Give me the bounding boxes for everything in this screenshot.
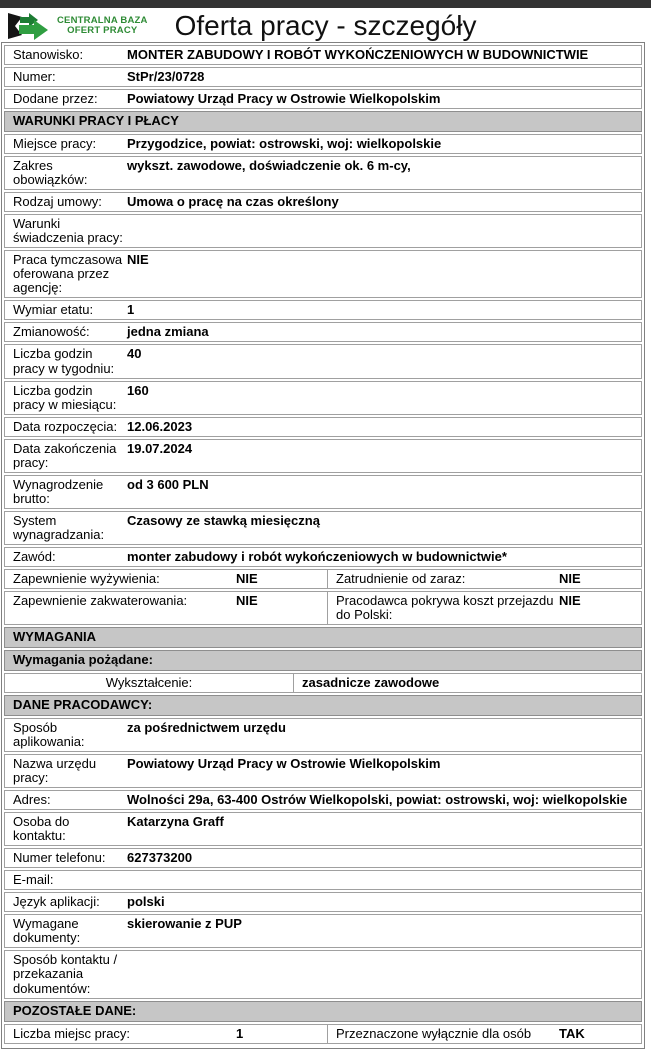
field-label: Zatrudnienie od zaraz: (336, 570, 466, 586)
field-label: Zawód: (13, 548, 56, 564)
field-value: Przygodzice, powiat: ostrowski, woj: wielkopolskie (127, 136, 442, 152)
field-row-osoba-kontaktu (4, 812, 642, 846)
field-row-adres (4, 790, 642, 810)
pair-row-zakwaterowanie-przejazd (4, 591, 642, 625)
page-header (0, 8, 651, 42)
field-label: Miejsce pracy: (13, 136, 97, 152)
cbop-logo-line1: CENTRALNA BAZA (57, 14, 148, 26)
pair-cell (5, 592, 328, 624)
field-value: 1 (236, 1025, 244, 1041)
field-value: monter zabudowy i robót wykończeniowych w budownictwie* (127, 548, 507, 564)
field-value: 40 (127, 346, 142, 362)
cbop-arrows-logo-icon (7, 11, 53, 41)
field-label: Wynagrodzenie brutto: (13, 476, 104, 506)
field-label: Zapewnienie zakwaterowania: (13, 592, 188, 608)
field-label: Przeznaczone wyłącznie dla osób (336, 1025, 532, 1041)
field-label: Praca tymczasowa oferowana przez agencję: (13, 252, 123, 296)
field-label: Numer telefonu: (13, 850, 106, 866)
field-label: Numer: (13, 69, 56, 85)
field-label: Język aplikacji: (13, 894, 100, 910)
field-value: Wolności 29a, 63-400 Ostrów Wielkopolski, powiat: ostrowski, woj: wielkopolskie (127, 792, 628, 808)
field-row-jezyk-aplikacji (4, 892, 642, 912)
field-label: Osoba do kontaktu: (13, 814, 70, 844)
field-row-wyksztalcenie (4, 673, 642, 693)
field-value: Powiatowy Urząd Pracy w Ostrowie Wielkopolskim (127, 756, 441, 772)
field-label: Nazwa urzędu pracy: (13, 756, 97, 786)
field-row-wymagane-dokumenty (4, 914, 642, 948)
field-row-numer (4, 67, 642, 87)
field-value: Umowa o pracę na czas określony (127, 194, 339, 210)
top-black-bar (0, 0, 651, 8)
field-label: Pracodawca pokrywa koszt przejazdu do Polski: (336, 592, 554, 622)
field-row-zmianowosc (4, 322, 642, 342)
pair-row-wyzywienie-zatrudnienie (4, 569, 642, 589)
field-row-email (4, 870, 642, 890)
field-value: NIE (236, 570, 258, 586)
field-row-dodane-przez (4, 89, 642, 109)
page-title: Oferta pracy - szczegóły (174, 10, 477, 41)
field-row-godziny-miesiac (4, 381, 642, 415)
field-value: TAK (559, 1025, 585, 1041)
cbop-logo (7, 11, 148, 41)
field-label: Rodzaj umowy: (13, 194, 102, 210)
field-value: Katarzyna Graff (127, 814, 224, 830)
field-label: Sposób kontaktu / przekazania dokumentów: (13, 952, 118, 996)
field-label: Zmianowość: (13, 324, 90, 340)
field-row-wynagrodzenie (4, 475, 642, 509)
field-value: NIE (559, 592, 581, 608)
section-header-warunki: WARUNKI PRACY I PŁACY (4, 111, 642, 132)
field-row-zakres-obowiazkow (4, 156, 642, 190)
field-value: NIE (127, 252, 149, 268)
field-row-wymiar-etatu (4, 300, 642, 320)
field-value: wykszt. zawodowe, doświadczenie ok. 6 m-cy, (127, 158, 411, 174)
cbop-logo-line2: OFERT PRACY (67, 25, 138, 36)
section-header-pozostale-dane: POZOSTAŁE DANE: (4, 1001, 642, 1022)
field-value: StPr/23/0728 (127, 69, 205, 85)
field-value: od 3 600 PLN (127, 476, 209, 492)
cbop-logo-text (57, 16, 148, 37)
field-label: Wykształcenie: (5, 674, 294, 692)
field-value: Powiatowy Urząd Pracy w Ostrowie Wielkopolskim (127, 91, 441, 107)
field-label: Zapewnienie wyżywienia: (13, 570, 160, 586)
field-row-godziny-tydzien (4, 344, 642, 378)
field-label: Liczba miejsc pracy: (13, 1025, 131, 1041)
field-value: 1 (127, 302, 135, 318)
pair-cell (5, 1025, 328, 1043)
field-value: NIE (236, 592, 258, 608)
field-row-warunki-swiadczenia (4, 214, 642, 248)
field-value: skierowanie z PUP (127, 916, 242, 932)
field-label: Wymiar etatu: (13, 302, 94, 318)
field-row-sposob-aplikowania (4, 718, 642, 752)
field-value: 19.07.2024 (127, 440, 193, 456)
pair-row-liczba-miejsc (4, 1024, 642, 1044)
field-label: Data zakończenia pracy: (13, 440, 117, 470)
field-row-numer-telefonu (4, 848, 642, 868)
field-value: zasadnicze zawodowe (302, 675, 440, 690)
field-label: Wymagane dokumenty: (13, 916, 81, 946)
field-label: Zakres obowiązków: (13, 158, 88, 188)
field-label: Data rozpoczęcia: (13, 418, 118, 434)
offer-details-table (1, 42, 645, 1049)
field-label: Dodane przez: (13, 91, 98, 107)
field-row-system-wynagradzania (4, 511, 642, 545)
field-value: 160 (127, 382, 149, 398)
pair-cell (328, 592, 641, 624)
field-label: Liczba godzin pracy w miesiącu: (13, 382, 117, 412)
field-row-praca-tymczasowa (4, 250, 642, 298)
field-row-data-zakonczenia (4, 439, 642, 473)
field-value: MONTER ZABUDOWY I ROBÓT WYKOŃCZENIOWYCH W BUDOWNICTWIE (127, 47, 589, 62)
field-row-rodzaj-umowy (4, 192, 642, 212)
field-label: Stanowisko: (13, 47, 84, 62)
field-label: Adres: (13, 792, 51, 808)
field-value: jedna zmiana (127, 324, 209, 340)
field-row-sposob-kontaktu (4, 950, 642, 998)
pair-cell (328, 1025, 641, 1043)
field-label: E-mail: (13, 872, 54, 888)
section-header-wymagania: WYMAGANIA (4, 627, 642, 648)
pair-cell (5, 570, 328, 588)
section-header-dane-pracodawcy: DANE PRACODAWCY: (4, 695, 642, 716)
field-value: 12.06.2023 (127, 418, 193, 434)
field-row-nazwa-urzedu (4, 754, 642, 788)
pair-cell (328, 570, 641, 588)
field-row-data-rozpoczecia (4, 417, 642, 437)
field-value: NIE (559, 570, 581, 586)
field-label: Sposób aplikowania: (13, 720, 85, 750)
section-header-wymagania-pozadane: Wymagania pożądane: (4, 650, 642, 671)
field-label: System wynagradzania: (13, 512, 105, 542)
field-row-miejsce-pracy (4, 134, 642, 154)
field-value: Czasowy ze stawką miesięczną (127, 512, 320, 528)
field-value: 627373200 (127, 850, 193, 866)
field-row-zawod (4, 547, 642, 567)
field-row-stanowisko (4, 45, 642, 65)
field-value: za pośrednictwem urzędu (127, 720, 286, 736)
field-label: Liczba godzin pracy w tygodniu: (13, 346, 115, 376)
field-label: Warunki świadczenia pracy: (13, 216, 123, 246)
field-value: polski (127, 894, 165, 910)
